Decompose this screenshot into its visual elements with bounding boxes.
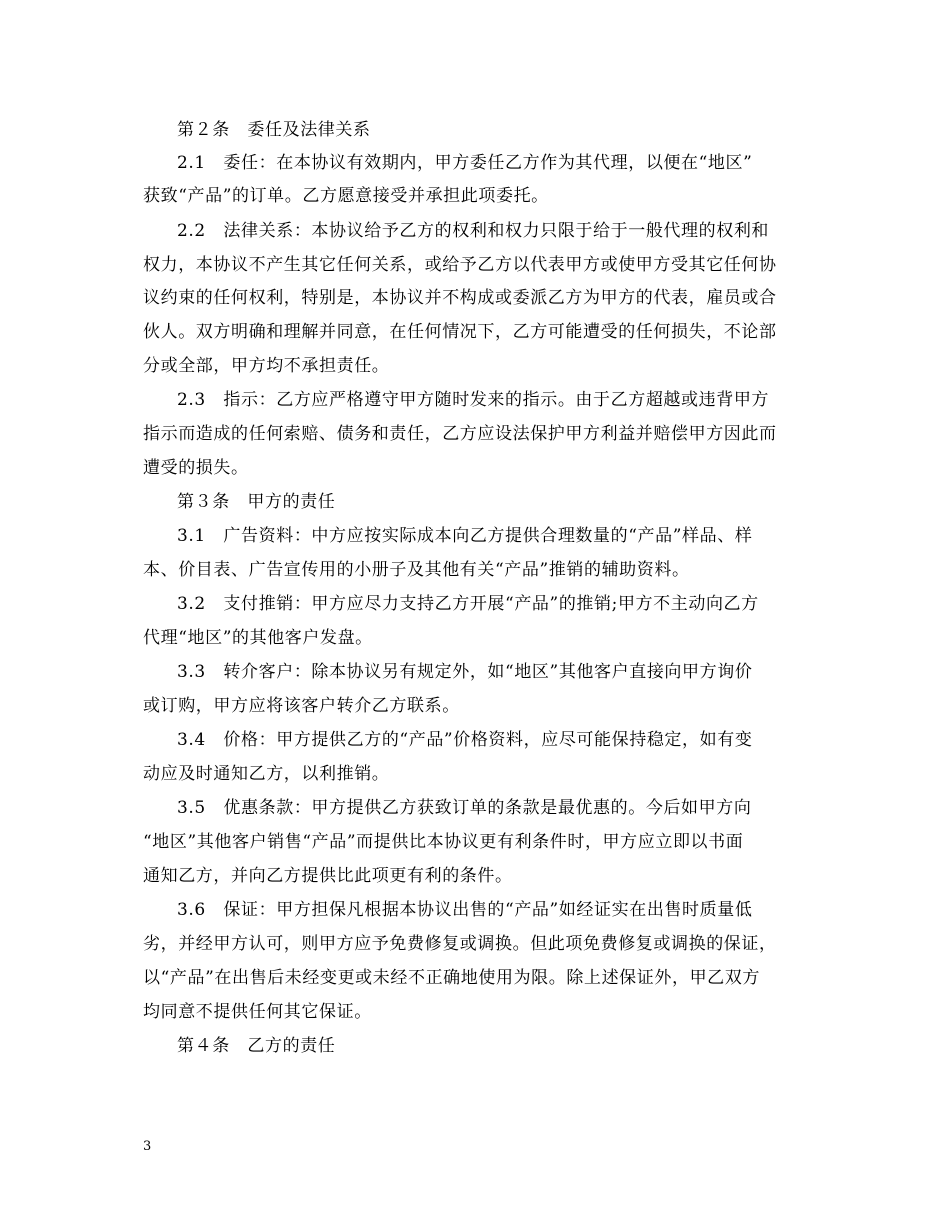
paragraph-line: 代理“地区”的其他客户发盘。 [143, 628, 373, 648]
paragraph-line: “地区”其他客户销售“产品”而提供比本协议更有利条件时，甲方应立即以书面 [143, 832, 744, 852]
paragraph-line: 劣，并经甲方认可，则甲方应予免费修复或调换。但此项免费修复或调换的保证， [143, 934, 777, 954]
paragraph-line: 3.4 价格：甲方提供乙方的“产品”价格资料，应尽可能保持稳定，如有变 [177, 730, 753, 750]
paragraph-line: 本、价目表、广告宣传用的小册子及其他有关“产品”推销的辅助资料。 [143, 560, 690, 580]
paragraph-line: 3.2 支付推销：甲方应尽力支持乙方开展“产品”的推销;甲方不主动向乙方 [177, 594, 759, 614]
paragraph-line: 均同意不提供任何其它保证。 [143, 1002, 372, 1022]
paragraph-line: 议约束的任何权利，特别是，本协议并不构成或委派乙方为甲方的代表，雇员或合 [143, 288, 777, 308]
paragraph-line: 遭受的损失。 [143, 458, 249, 478]
paragraph-line: 权力，本协议不产生其它任何关系，或给予乙方以代表甲方或使甲方受其它任何协 [143, 255, 777, 275]
paragraph-line: 3.6 保证：甲方担保凡根据本协议出售的“产品”如经证实在出售时质量低 [177, 900, 753, 920]
paragraph-line: 3.5 优惠条款：甲方提供乙方获致订单的条款是最优惠的。今后如甲方向 [177, 798, 752, 818]
heading-article-2: 第２条 委任及法律关系 [177, 120, 371, 140]
paragraph-line: 2.1 委任：在本协议有效期内，甲方委任乙方作为其代理，以便在“地区” [177, 153, 753, 173]
paragraph-line: 指示而造成的任何索赔、债务和责任，乙方应设法保护甲方利益并赔偿甲方因此而 [143, 424, 777, 444]
paragraph-line: 2.3 指示：乙方应严格遵守甲方随时发来的指示。由于乙方超越或违背甲方 [177, 390, 770, 410]
paragraph-line: 3.1 广告资料：中方应按实际成本向乙方提供合理数量的“产品”样品、样 [177, 526, 753, 546]
paragraph-line: 3.3 转介客户：除本协议另有规定外，如“地区”其他客户直接向甲方询价 [177, 662, 753, 682]
paragraph-line: 以“产品”在出售后未经变更或未经不正确地使用为限。除上述保证外，甲乙双方 [143, 968, 760, 988]
paragraph-line: 通知乙方，并向乙方提供比此项更有利的条件。 [143, 866, 513, 886]
paragraph-line: 动应及时通知乙方，以利推销。 [143, 764, 390, 784]
paragraph-line: 或订购，甲方应将该客户转介乙方联系。 [143, 696, 460, 716]
paragraph-line: 伙人。双方明确和理解并同意，在任何情况下，乙方可能遭受的任何损失，不论部 [143, 322, 777, 342]
paragraph-line: 2.2 法律关系：本协议给予乙方的权利和权力只限于给于一般代理的权利和 [177, 221, 770, 241]
paragraph-line: 获致“产品”的订单。乙方愿意接受并承担此项委托。 [143, 186, 549, 206]
page-number: 3 [143, 1139, 152, 1154]
heading-article-4: 第４条 乙方的责任 [177, 1036, 336, 1056]
heading-article-3: 第３条 甲方的责任 [177, 492, 336, 512]
paragraph-line: 分或全部，甲方均不承担责任。 [143, 356, 390, 376]
